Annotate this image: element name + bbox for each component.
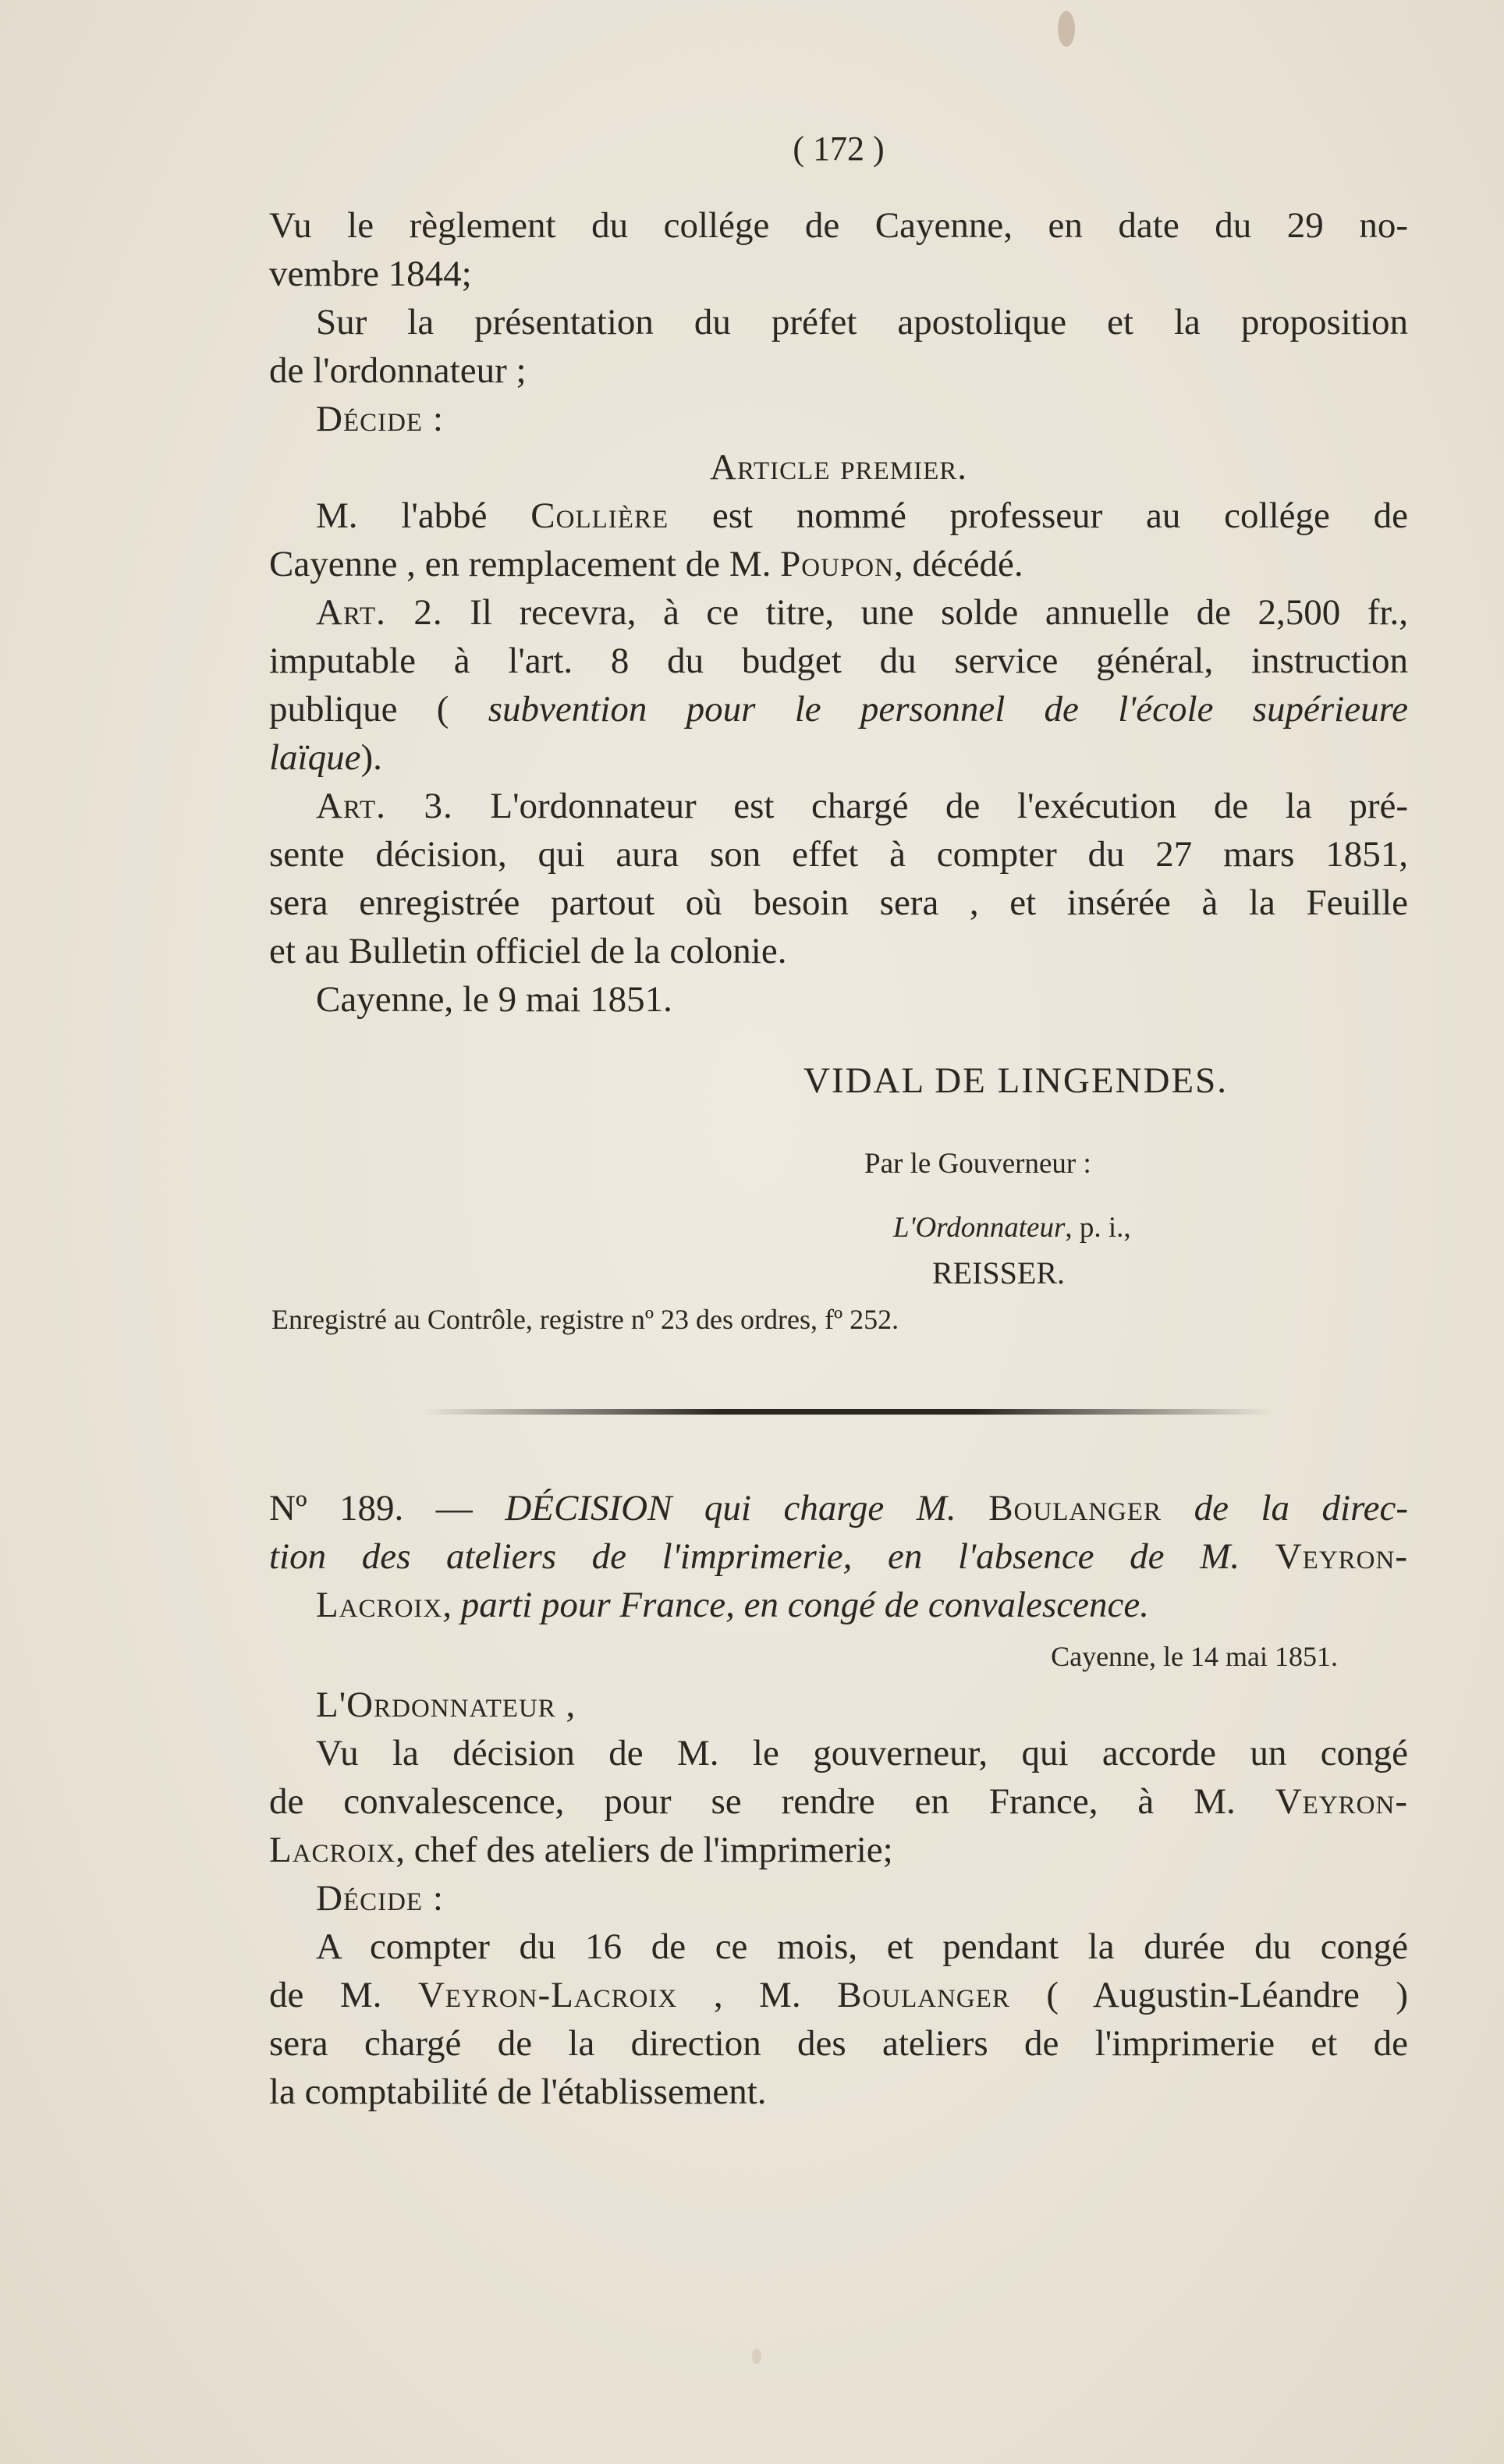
text-line: Vu le règlement du collége de Cayenne, en date du 29 no- [269, 205, 1408, 246]
text-line: et au Bulletin officiel de la colonie. [269, 931, 787, 971]
person-name: Veyron- [1275, 1781, 1408, 1822]
article-label: Art. 3. [316, 786, 453, 826]
text-line: de M. Veyron-Lacroix , M. Boulanger ( Augustin-Léandre ) [269, 1975, 1409, 2015]
text-line: publique ( subvention pour le personnel de l'école supérieure [269, 689, 1408, 730]
text-line: vembre 1844; [269, 254, 472, 294]
registration-note: Enregistré au Contrôle, registre nº 23 des ordres, fº 252. [271, 1304, 899, 1335]
decision-heading: Lacroix, parti pour France, en congé de convalescence. [316, 1585, 1149, 1625]
text-line: Lacroix, chef des ateliers de l'imprimerie; [269, 1830, 893, 1870]
decision-1 [269, 201, 1408, 1024]
text-line: la comptabilité de l'établissement. [269, 2072, 767, 2112]
person-name: Lacroix [269, 1830, 396, 1870]
decision-2 [269, 1484, 1408, 2116]
signature: VIDAL DE LINGENDES. [803, 1060, 1229, 1101]
par-le-gouverneur: Par le Gouverneur : [864, 1148, 1091, 1180]
decision-date: Cayenne, le 14 mai 1851. [1051, 1641, 1338, 1672]
paper-stain [752, 2349, 761, 2364]
decide-label: Décide : [316, 1878, 444, 1919]
article-title: Article premier. [710, 447, 967, 488]
text-line: M. l'abbé Collière est nommé professeur au collége de [316, 495, 1408, 536]
text-line: A compter du 16 de ce mois, et pendant la durée du congé [316, 1926, 1408, 1967]
text-line: Art. 2. Il recevra, à ce titre, une solde annuelle de 2,500 fr., [316, 592, 1408, 633]
decision-heading: tion des ateliers de l'imprimerie, en l'absence de M. Veyron- [269, 1536, 1408, 1577]
text-line: de l'ordonnateur ; [269, 350, 527, 391]
text-line: Sur la présentation du préfet apostolique et la proposition [316, 302, 1408, 343]
section-divider [421, 1409, 1272, 1415]
text-line: imputable à l'art. 8 du budget du service général, instruction [269, 641, 1408, 681]
decision-date: Cayenne, le 9 mai 1851. [316, 979, 672, 1020]
paper-stain [1058, 11, 1075, 47]
person-name: Veyron- [1275, 1536, 1408, 1577]
text-line: Cayenne , en remplacement de M. Poupon, décédé. [269, 544, 1023, 584]
text-line: sente décision, qui aura son effet à compter du 27 mars 1851, [269, 834, 1408, 875]
text-line: de convalescence, pour se rendre en France, à M. Veyron- [269, 1781, 1408, 1822]
authority-label: L'Ordonnateur , [316, 1685, 576, 1725]
text-line: Vu la décision de M. le gouverneur, qui accorde un congé [316, 1733, 1408, 1773]
article-label: Art. 2. [316, 592, 443, 633]
signature-2: REISSER. [932, 1255, 1066, 1291]
text-line: Art. 3. L'ordonnateur est chargé de l'exécution de la pré- [316, 786, 1408, 826]
page-number: ( 172 ) [793, 130, 885, 168]
person-name: Collière [530, 495, 669, 536]
text-line: laïque). [269, 737, 382, 778]
person-name: Boulanger [837, 1975, 1010, 2015]
decide-label: Décide : [316, 399, 444, 439]
person-name: Boulanger [988, 1488, 1162, 1528]
ordonnateur-line: L'Ordonnateur, p. i., [893, 1212, 1131, 1244]
person-name: Poupon [780, 544, 894, 584]
person-name: Lacroix [316, 1585, 443, 1625]
decision-heading: Nº 189. — DÉCISION qui charge M. Boulanger de la direc- [269, 1488, 1408, 1528]
text-line: sera chargé de la direction des ateliers de l'imprimerie et de [269, 2023, 1408, 2064]
text-line: sera enregistrée partout où besoin sera , et insérée à la Feuille [269, 882, 1408, 923]
person-name: Veyron-Lacroix [417, 1975, 678, 2015]
